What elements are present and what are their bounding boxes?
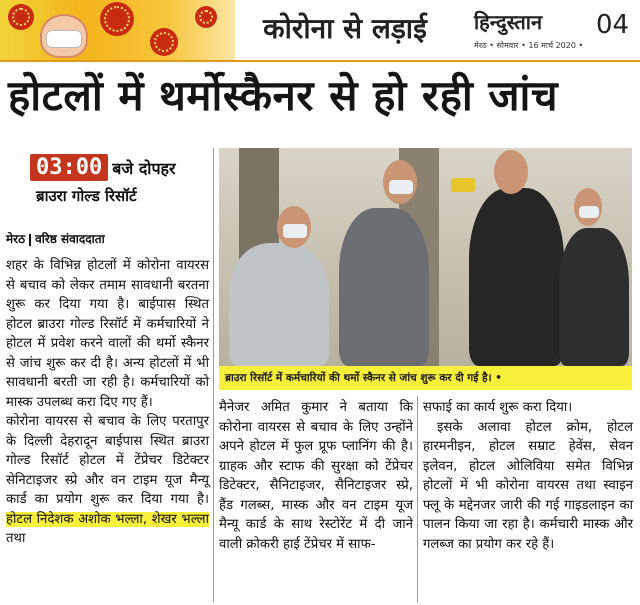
byline-author: वरिष्ठ संवाददाता [35,232,105,246]
article-column-1 [6,256,209,601]
headline: होटलों में थर्मोस्कैनर से हो रही जांच [8,71,559,120]
byline-divider [29,234,31,246]
paragraph: इसके अलावा होटल क्रोम, होटल हारमनीइन, होटल सम्राट हेवेंस, सेवन इलेवन, होटल ओलिविया समेत विभिन्न होटलों में भी कोरोना वायरस तथा स्वाइन फ्लू के मद्देनजर जारी की गई गाइडलाइन का पालन किया जा रहा है। कर्मचारी मास्क और गलब्ज का प्रयोग कर रहे हैं। [423,419,633,552]
photo-mask [389,180,413,194]
news-photo [219,148,632,366]
edition-date: मेरठ • सोमवार • 16 मार्च 2020 • [474,41,584,50]
photo-person [469,188,564,366]
section-banner [0,0,640,60]
photo-person [339,208,429,366]
photo-mask [579,206,599,218]
place-label: ब्राउरा गोल्ड रिसॉर्ट [36,187,137,205]
paragraph [6,412,209,549]
byline [6,230,105,247]
newspaper-name: हिन्दुस्तान [474,10,543,34]
byline-city: मेरठ [6,232,26,246]
masthead [468,4,638,54]
photo-mask [283,224,307,238]
paragraph: शहर के विभिन्न होटलों में कोरोना वायरस से बचाव को लेकर तमाम सावधानी बरतना शुरू कर दिया गया है। बाईपास स्थित होटल ब्राउरा गोल्ड रिसॉर्ट में कर्मचारियों ने होटल में प्रवेश करने वालों की थर्मो स्कैनर से जांच शुरू कर दी है। अन्य होटलों में भी सावधानी बरती जा रही है। कर्मचारियों को मास्क उपलब्ध करा दिए गए हैं। [6,258,209,410]
article-column-2 [219,398,413,602]
virus-icon [8,4,34,30]
column-divider [417,396,418,602]
article-column-3 [423,398,633,602]
paragraph: सफाई का कार्य शुरू करा दिया। [423,400,573,415]
paragraph-text: तथा [6,531,26,546]
thermo-scanner-icon [451,178,475,192]
column-divider [213,148,214,602]
virus-icon [195,6,217,28]
time-box [30,154,176,181]
photo-caption: ब्राउरा रिसॉर्ट में कर्मचारियों की थर्मो स्कैनर से जांच शुरू कर दी गई है। • [219,366,632,390]
page-number: 04 [596,10,630,40]
virus-icon [100,2,134,36]
corona-banner-art [0,0,235,60]
face-mask-icon [46,30,82,48]
highlighted-names: होटल निदेशक अशोक भल्ला, शेखर भल्ला [6,511,209,527]
divider [0,60,640,62]
section-title: कोरोना से लड़ाई [263,12,427,45]
paragraph-text: कोरोना वायरस से बचाव के लिए परतापुर के दिल्ली देहरादून बाईपास स्थित ब्राउरा गोल्ड रिसॉर्ट होटल में टेंप्रेचर डिटेक्टर सेनिटाइजर स्प्रे और वन टाइम यूज मैन्यू कार्ड का प्रयोग शुरू कर दिया गया है। [6,414,209,507]
photo-head [494,150,528,194]
photo-person [559,228,629,366]
time-label: बजे दोपहर [112,158,176,178]
time-display: 03:00 [30,154,108,181]
virus-icon [150,28,178,56]
photo-person [229,243,329,366]
paragraph: मैनेजर अमित कुमार ने बताया कि कोरोना वायरस से बचाव के लिए उन्होंने अपने होटल में फुल प्रूफ प्लानिंग की है। ग्राहक और स्टाफ की सुरक्षा को टेंप्रेचर डिटेक्टर, सैनिटाइजर, सैनिटाइजर स्प्रे, हैंड गलब्स, मास्क और वन टाइम यूज मैन्यू कार्ड के साथ रेस्टोरेंट में दी जाने वाली क्रोकरी हाई टेंप्रेचर में साफ- [219,400,413,552]
